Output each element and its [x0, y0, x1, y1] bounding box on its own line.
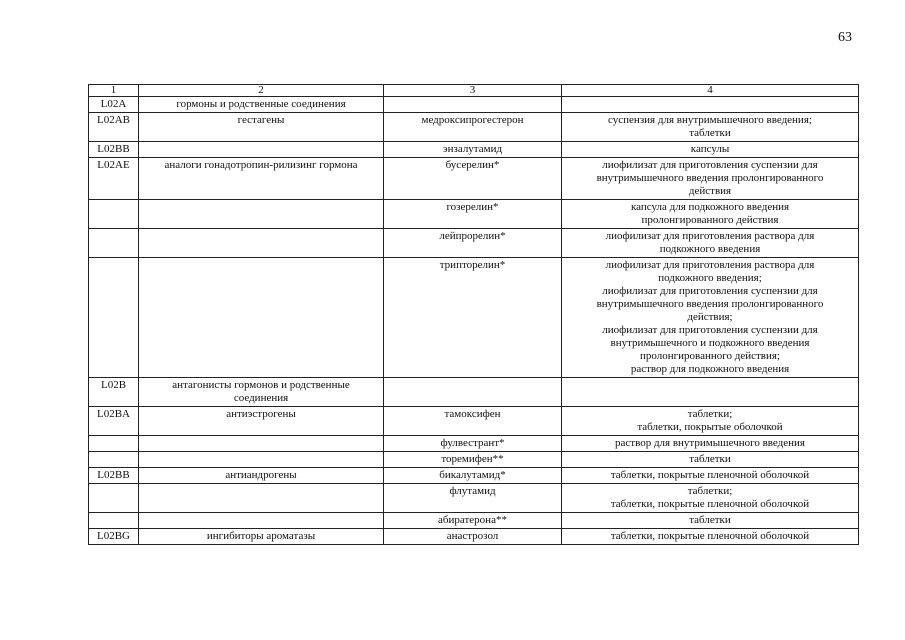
group-cell — [139, 158, 384, 200]
group-cell — [139, 468, 384, 484]
table-row — [89, 407, 859, 436]
group-line: ингибиторы ароматазы — [206, 530, 316, 542]
drug-name-cell — [384, 158, 562, 200]
header-col-2: 2 — [139, 85, 384, 97]
drug-name-line: лейпрорелин* — [439, 230, 506, 242]
dosage-form-line: таблетки, покрытые пленочной оболочкой — [610, 469, 810, 481]
dosage-form-cell — [562, 200, 859, 229]
drug-name-cell — [384, 468, 562, 484]
drug-name-line: бикалутамид* — [439, 469, 506, 481]
drug-name-line: тамоксифен — [444, 408, 501, 420]
dosage-form-cell — [562, 258, 859, 378]
dosage-form-line: пролонгированного действия; — [640, 350, 780, 362]
atc-code-cell: L02AE — [89, 158, 139, 200]
atc-code-cell — [89, 436, 139, 452]
group-line: антагонисты гормонов и родственные — [172, 379, 350, 391]
drug-name-line: медроксипрогестерон — [421, 114, 524, 126]
dosage-form-line: лиофилизат для приготовления суспензии для — [602, 285, 818, 297]
atc-code-cell — [89, 513, 139, 529]
drug-name-line: фулвестрант* — [440, 437, 505, 449]
dosage-form-line: таблетки, покрытые пленочной оболочкой — [610, 530, 810, 542]
dosage-form-cell — [562, 407, 859, 436]
atc-code-cell — [89, 200, 139, 229]
dosage-form-cell — [562, 452, 859, 468]
dosage-form-line: таблетки — [689, 127, 731, 139]
drug-name-line: анастрозол — [446, 530, 499, 542]
group-line: антиандрогены — [225, 469, 297, 481]
dosage-form-cell — [562, 513, 859, 529]
table-row — [89, 484, 859, 513]
dosage-form-line: лиофилизат для приготовления суспензии для — [602, 324, 818, 336]
dosage-form-line: капсула для подкожного введения — [630, 201, 790, 213]
table-row — [89, 113, 859, 142]
dosage-form-line: таблетки — [689, 514, 731, 526]
group-cell — [139, 97, 384, 113]
dosage-form-cell — [562, 436, 859, 452]
table-row — [89, 200, 859, 229]
group-line: антиэстрогены — [226, 408, 296, 420]
table-row — [89, 229, 859, 258]
dosage-form-line: суспензия для внутримышечного введения; — [608, 114, 812, 126]
dosage-form-line: действия; — [687, 311, 733, 323]
dosage-form-cell — [562, 142, 859, 158]
group-cell — [139, 452, 384, 468]
drug-name-line: гозерелин* — [446, 201, 499, 213]
drug-name-cell — [384, 258, 562, 378]
dosage-form-line: подкожного введения — [659, 243, 761, 255]
dosage-form-line: раствор для подкожного введения — [630, 363, 790, 375]
atc-code-cell — [89, 484, 139, 513]
header-col-4: 4 — [562, 85, 859, 97]
dosage-form-line: подкожного введения; — [658, 272, 762, 284]
group-cell — [139, 407, 384, 436]
group-cell — [139, 513, 384, 529]
atc-code-cell: L02BG — [89, 529, 139, 545]
drug-name-line: торемифен** — [441, 453, 504, 465]
atc-code-cell — [89, 258, 139, 378]
dosage-form-line: внутримышечного введения пролонгированного — [596, 172, 824, 184]
drug-name-cell — [384, 452, 562, 468]
dosage-form-line: таблетки, покрытые оболочкой — [637, 421, 783, 433]
header-col-1: 1 — [89, 85, 139, 97]
dosage-form-line: таблетки; — [687, 485, 733, 497]
drug-name-cell — [384, 513, 562, 529]
dosage-form-cell — [562, 229, 859, 258]
table-row — [89, 97, 859, 113]
dosage-form-cell — [562, 158, 859, 200]
table-row — [89, 258, 859, 378]
drug-name-cell — [384, 407, 562, 436]
drug-name-cell — [384, 200, 562, 229]
dosage-form-line: лиофилизат для приготовления раствора для — [605, 259, 815, 271]
table-row — [89, 378, 859, 407]
dosage-form-line: действия — [688, 185, 732, 197]
drug-name-cell — [384, 113, 562, 142]
dosage-form-line: таблетки — [689, 453, 731, 465]
dosage-form-cell — [562, 97, 859, 113]
drug-name-cell — [384, 97, 562, 113]
dosage-form-line: внутримышечного и подкожного введения — [610, 337, 810, 349]
atc-code-cell: L02BB — [89, 468, 139, 484]
group-cell — [139, 200, 384, 229]
atc-code-cell — [89, 229, 139, 258]
group-line: соединения — [233, 392, 289, 404]
group-cell — [139, 436, 384, 452]
table-row — [89, 436, 859, 452]
table-body — [89, 85, 859, 545]
group-cell — [139, 378, 384, 407]
drug-name-cell — [384, 378, 562, 407]
group-line: гестагены — [237, 114, 285, 126]
dosage-form-line: таблетки; — [687, 408, 733, 420]
dosage-form-cell — [562, 113, 859, 142]
dosage-form-line: пролонгированного действия — [641, 214, 779, 226]
group-cell — [139, 484, 384, 513]
page-number: 63 — [838, 30, 852, 45]
dosage-form-cell — [562, 378, 859, 407]
drug-name-cell — [384, 436, 562, 452]
table-row — [89, 452, 859, 468]
dosage-form-line: раствор для внутримышечного введения — [615, 437, 805, 449]
dosage-form-line: внутримышечного введения пролонгированного — [596, 298, 824, 310]
atc-code-cell — [89, 452, 139, 468]
group-cell — [139, 113, 384, 142]
drug-name-cell — [384, 529, 562, 545]
drug-name-line: абиратерона** — [438, 514, 507, 526]
table-row — [89, 529, 859, 545]
dosage-form-line: таблетки, покрытые пленочной оболочкой — [610, 498, 810, 510]
atc-code-cell: L02A — [89, 97, 139, 113]
group-cell — [139, 229, 384, 258]
dosage-form-line: лиофилизат для приготовления суспензии для — [602, 159, 818, 171]
drug-name-cell — [384, 142, 562, 158]
group-cell — [139, 258, 384, 378]
dosage-form-cell — [562, 529, 859, 545]
table-row — [89, 142, 859, 158]
atc-code-cell: L02B — [89, 378, 139, 407]
drug-name-cell — [384, 229, 562, 258]
table-row — [89, 158, 859, 200]
group-line: аналоги гонадотропин-рилизинг гормона — [164, 159, 358, 171]
dosage-form-cell — [562, 484, 859, 513]
table-row — [89, 468, 859, 484]
atc-code-cell: L02AB — [89, 113, 139, 142]
dosage-form-line: капсулы — [690, 143, 730, 155]
group-line: гормоны и родственные соединения — [176, 98, 346, 110]
drug-name-line: флутамид — [449, 485, 496, 497]
header-col-3: 3 — [384, 85, 562, 97]
drug-name-line: трипторелин* — [439, 259, 506, 271]
table-row — [89, 513, 859, 529]
drug-name-cell — [384, 484, 562, 513]
atc-code-cell: L02BB — [89, 142, 139, 158]
drug-table — [88, 84, 859, 545]
group-cell — [139, 142, 384, 158]
drug-name-line: энзалутамид — [442, 143, 503, 155]
group-cell — [139, 529, 384, 545]
dosage-form-cell — [562, 468, 859, 484]
drug-name-line: бусерелин* — [445, 159, 500, 171]
atc-code-cell: L02BA — [89, 407, 139, 436]
dosage-form-line: лиофилизат для приготовления раствора для — [605, 230, 815, 242]
header-row — [89, 85, 859, 97]
